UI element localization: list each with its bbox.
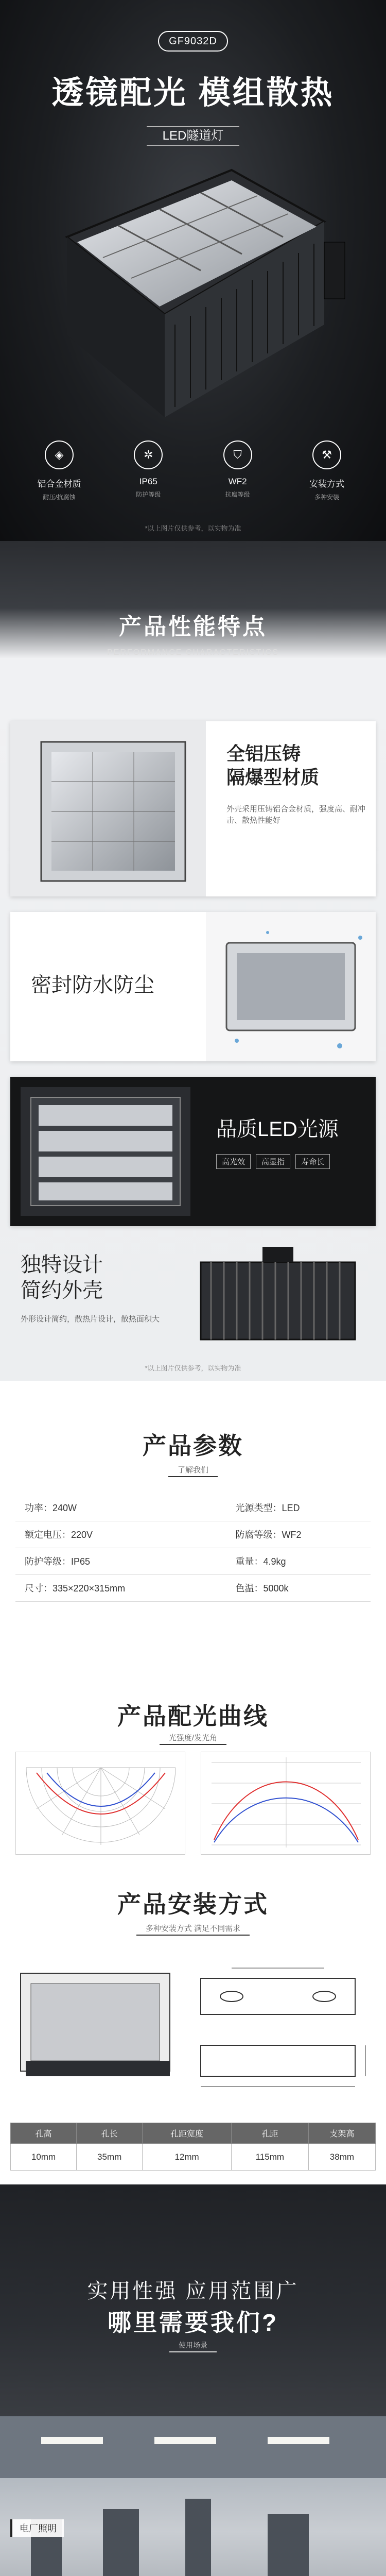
linear-curve-icon bbox=[201, 1752, 371, 1855]
column-header: 孔长 bbox=[77, 2123, 143, 2144]
param-label: 防护等级： bbox=[25, 1556, 71, 1567]
param-value: WF2 bbox=[282, 1530, 302, 1540]
performance-section bbox=[0, 541, 386, 1381]
card-tag: 高显指 bbox=[256, 1154, 290, 1169]
applications-sub-text: 使用场景 bbox=[169, 2339, 217, 2352]
table-cell: 115mm bbox=[231, 2144, 308, 2171]
applications-header bbox=[0, 2184, 386, 2416]
applications-line2: 哪里需要我们? bbox=[107, 2309, 279, 2336]
feature-sub: 耐压/抗腐蚀 bbox=[43, 494, 76, 501]
scene-power-plant bbox=[0, 2416, 386, 2576]
performance-header bbox=[0, 608, 386, 657]
param-cell bbox=[226, 1548, 371, 1574]
polar-curve-diagram bbox=[15, 1752, 185, 1855]
column-header: 孔距宽度 bbox=[143, 2123, 232, 2144]
feature-sub: 防护等级 bbox=[136, 491, 161, 498]
hero-banner bbox=[0, 0, 386, 541]
linear-curve-diagram bbox=[201, 1752, 371, 1855]
applications-line1: 实用性强 应用范围广 bbox=[87, 2280, 299, 2302]
lamp-illustration-icon bbox=[36, 160, 355, 428]
wrench-icon: ⚒ bbox=[312, 440, 341, 469]
performance-title: 产品性能特点 bbox=[119, 614, 267, 639]
param-label: 功率： bbox=[25, 1502, 52, 1513]
card-description: 外形设计简约，散热片设计，散热面积大 bbox=[21, 1315, 160, 1324]
card-tag: 寿命长 bbox=[295, 1154, 330, 1169]
feature-card-led bbox=[10, 1077, 376, 1226]
params-subtitle bbox=[0, 1463, 386, 1477]
param-cell bbox=[226, 1494, 371, 1521]
param-label: 重量： bbox=[235, 1556, 264, 1567]
install-dimension-table bbox=[10, 2123, 376, 2171]
params-subtitle-text: 了解我们 bbox=[168, 1463, 218, 1477]
waterproof-lamp-icon bbox=[206, 912, 376, 1061]
card-image bbox=[185, 1242, 376, 1355]
table-row bbox=[15, 1521, 371, 1548]
install-subtitle-text: 多种安装方式 满足不同需求 bbox=[136, 1922, 250, 1936]
performance-subtitle: PERFORMANCE CHARACTERISTICS bbox=[107, 648, 279, 657]
card-title: 独特设计 简约外壳 bbox=[21, 1253, 103, 1302]
feature-card-design bbox=[10, 1242, 376, 1355]
table-cell: 10mm bbox=[11, 2144, 77, 2171]
card-tags bbox=[216, 1154, 330, 1169]
feature-title: 铝合金材质 bbox=[37, 479, 81, 489]
model-badge: GF9032D bbox=[158, 31, 228, 52]
card-title: 品质LED光源 bbox=[216, 1118, 339, 1141]
feature-card-sealed bbox=[10, 912, 376, 1061]
card-title: 全铝压铸 隔爆型材质 bbox=[226, 743, 320, 788]
install-section bbox=[0, 1860, 386, 2184]
params-section bbox=[0, 1381, 386, 1860]
applications-section bbox=[0, 2184, 386, 2576]
shield-icon: ⛉ bbox=[223, 440, 252, 469]
card-image bbox=[206, 912, 376, 1061]
table-cell: 35mm bbox=[77, 2144, 143, 2171]
param-label: 额定电压： bbox=[25, 1530, 71, 1540]
polar-curve-icon bbox=[16, 1752, 186, 1855]
feature-title: WF2 bbox=[228, 477, 247, 486]
curve-title: 产品配光曲线 bbox=[117, 1703, 269, 1730]
params-title: 产品参数 bbox=[143, 1432, 243, 1459]
param-cell bbox=[15, 1548, 226, 1574]
feature-title: IP65 bbox=[139, 477, 157, 486]
hero-disclaimer: *以上图片仅供参考，以实物为准 bbox=[145, 524, 241, 532]
card-image bbox=[21, 1087, 190, 1216]
applications-sub bbox=[0, 2339, 386, 2352]
param-label: 光源类型： bbox=[235, 1502, 282, 1513]
param-value: 5000k bbox=[263, 1583, 289, 1594]
feature-sub: 抗腐等级 bbox=[225, 491, 250, 498]
param-cell bbox=[226, 1521, 371, 1548]
feature-card-material bbox=[10, 721, 376, 896]
param-value: 240W bbox=[52, 1502, 77, 1513]
mounting-bracket-icon bbox=[10, 1947, 376, 2112]
param-cell bbox=[15, 1494, 226, 1521]
table-cell: 38mm bbox=[308, 2144, 375, 2171]
param-value: LED bbox=[282, 1502, 300, 1513]
param-cell bbox=[226, 1574, 371, 1601]
param-value: 4.9kg bbox=[263, 1556, 286, 1567]
table-row bbox=[15, 1548, 371, 1574]
card-description: 外壳采用压铸铝合金材质，强度高、耐冲击、散热性能好 bbox=[226, 805, 366, 825]
params-table bbox=[15, 1494, 371, 1602]
param-label: 尺寸： bbox=[25, 1583, 52, 1594]
curve-subtitle-text: 光强度/发光角 bbox=[160, 1731, 226, 1745]
install-subtitle bbox=[0, 1922, 386, 1936]
power-plant-photo-icon bbox=[0, 2416, 386, 2576]
card-title: 密封防水防尘 bbox=[31, 974, 154, 996]
install-title: 产品安装方式 bbox=[117, 1891, 269, 1918]
lamp-closeup-icon bbox=[10, 721, 206, 896]
feature-title: 安装方式 bbox=[309, 479, 344, 489]
curve-subtitle bbox=[0, 1731, 386, 1745]
column-header: 孔距 bbox=[231, 2123, 308, 2144]
param-label: 色温： bbox=[235, 1583, 264, 1594]
hero-subtitle: LED隧道灯 bbox=[162, 129, 224, 143]
heatsink-icon bbox=[185, 1242, 376, 1355]
param-value: 220V bbox=[71, 1530, 93, 1540]
install-drawing bbox=[10, 1947, 376, 2112]
param-value: 335×220×315mm bbox=[52, 1583, 126, 1594]
param-cell bbox=[15, 1574, 226, 1601]
material-icon: ◈ bbox=[45, 440, 74, 469]
performance-disclaimer: *以上图片仅供参考，以实物为准 bbox=[145, 1364, 241, 1372]
feature-ip bbox=[120, 440, 177, 507]
scene-label: 电厂照明 bbox=[10, 2519, 64, 2537]
column-header: 支架高 bbox=[308, 2123, 375, 2144]
waterproof-icon: ✲ bbox=[134, 440, 163, 469]
table-row bbox=[11, 2144, 376, 2171]
led-module-icon bbox=[21, 1087, 190, 1216]
param-label: 防腐等级： bbox=[235, 1530, 282, 1540]
hero-lamp-image bbox=[36, 160, 355, 428]
table-row bbox=[15, 1494, 371, 1521]
hero-title: 透镜配光 模组散热 bbox=[51, 75, 335, 111]
param-value: IP65 bbox=[71, 1556, 91, 1567]
table-cell: 12mm bbox=[143, 2144, 232, 2171]
feature-icons-row bbox=[31, 440, 355, 507]
table-row bbox=[15, 1574, 371, 1601]
table-header-row bbox=[11, 2123, 376, 2144]
feature-material bbox=[31, 440, 87, 507]
param-cell bbox=[15, 1521, 226, 1548]
column-header: 孔高 bbox=[11, 2123, 77, 2144]
feature-wf2 bbox=[209, 440, 266, 507]
hero-subtitle-frame bbox=[147, 126, 239, 146]
feature-sub: 多种安装 bbox=[314, 494, 339, 501]
card-tag: 高光效 bbox=[216, 1154, 251, 1169]
card-image bbox=[10, 721, 206, 896]
feature-install bbox=[299, 440, 355, 507]
